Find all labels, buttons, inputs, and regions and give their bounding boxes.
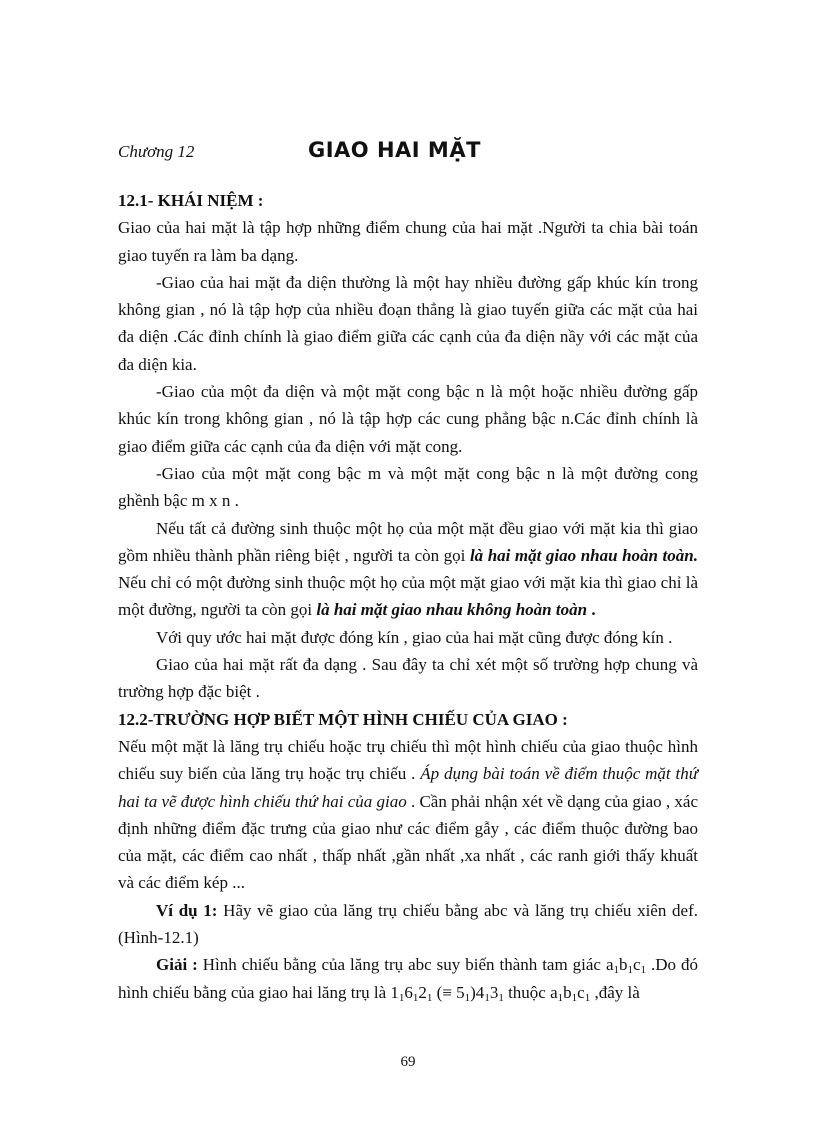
text-run: b [619, 955, 628, 975]
paragraph-case-polyhedron-surface: -Giao của một đa diện và một mặt cong bậc n là một hoặc nhiều đường gấp khúc kín trong không gian , nó là tập hợp các cung phẳng bậc n.Các đỉnh chính là giao điểm giữa các cạnh của đa diện với mặt cong. [118, 382, 698, 456]
text-run: .Do đó hình chiếu bằng của giao hai lăng trụ là 1 [118, 955, 698, 1002]
subscript: 1 [412, 991, 419, 1004]
paragraph-closed: Với quy ước hai mặt được đóng kín , giao của hai mặt cũng được đóng kín . [156, 627, 673, 647]
text-run: 6 [404, 982, 413, 1002]
subscript: 1 [484, 991, 490, 1004]
paragraph-example [118, 897, 698, 952]
paragraph-diverse: Giao của hai mặt rất đa dạng . Sau đây ta chỉ xét một số trường hợp chung và trường hợp đặc biệt . [118, 655, 698, 702]
paragraph-solution [118, 951, 698, 1006]
subscript: 1 [584, 991, 591, 1004]
emphasis-incomplete: là hai mặt giao nhau không hoàn toàn [316, 600, 588, 620]
subscript: 1 [498, 991, 504, 1004]
paragraph-projection [118, 733, 698, 897]
subscript: 1 [627, 964, 633, 977]
text-run: 3 [489, 982, 499, 1002]
example-text: Hãy vẽ giao của lăng trụ chiếu bằng abc và lăng trụ chiếu xiên def. (Hình-12.1) [118, 900, 698, 948]
chapter-label: Chương 12 [118, 142, 195, 161]
subscript: 1 [613, 964, 619, 977]
text-run: . Cần phải nhận xét về dạng của giao , xác định những điểm đặc trưng của giao như các điểm gẫy , các điểm thuộc đường bao của mặt, các điểm cao nhất , thấp nhất ,gần nhất ,xa nhất , các ranh giới thấy khuất và các điểm kép ... [118, 791, 698, 893]
text-run: (≡ 5 [432, 982, 465, 1002]
text-run: thuộc a [503, 982, 558, 1002]
subscript: 1 [464, 991, 471, 1004]
section-heading-12-2: 12.2-TRƯỜNG HỢP BIẾT MỘT HÌNH CHIẾU CỦA GIAO : [118, 709, 568, 729]
paragraph-intro: Giao của hai mặt là tập hợp những điểm chung của hai mặt .Người ta chia bài toán giao tuyến ra làm ba dạng. [118, 218, 698, 265]
text-run: Nếu chỉ có một đường sinh thuộc một họ của một mặt giao với mặt kia thì giao chỉ là một đường, người ta còn gọi [118, 573, 698, 620]
chapter-header [118, 138, 718, 172]
subscript: 1 [398, 991, 405, 1004]
text-run: )4 [470, 982, 485, 1002]
text-run: 2 [418, 982, 427, 1002]
text-run: Nếu một mặt là lăng trụ chiếu hoặc trụ chiếu thì một hình chiếu của giao thuộc hình chiếu suy biến của lăng trụ hoặc trụ chiếu . [118, 736, 698, 784]
subscript: 1 [557, 991, 564, 1004]
text-run: Nếu tất cả đường sinh thuộc một họ của một mặt đều giao với mặt kia thì giao gồm nhiều thành phần riêng biệt , người ta còn gọi [118, 518, 698, 565]
section-heading-12-1: 12.1- KHÁI NIỆM : [118, 191, 264, 210]
example-label: Ví dụ 1: [156, 900, 218, 920]
text-run: . [587, 600, 596, 620]
text-run: c [577, 982, 585, 1002]
paragraph-case-polyhedra: -Giao của hai mặt đa diện thường là một hay nhiều đường gấp khúc kín trong không gian , nó là tập hợp của nhiều đoạn thẳng là giao tuyến giữa các mặt của hai đa diện .Các đỉnh chính là giao điểm giữa các cạnh của đa diện nầy với các mặt của đa diện kia. [118, 272, 698, 374]
paragraph-case-surfaces: -Giao của một mặt cong bậc m và một mặt cong bậc n là một đường cong ghềnh bậc m x n . [118, 463, 698, 511]
subscript: 1 [426, 991, 433, 1004]
text-run: ,đây là [590, 982, 640, 1002]
text-run: c [633, 955, 641, 975]
body-text [118, 187, 698, 1006]
text-run: Hình chiếu bằng của lăng trụ abc suy biến thành tam giác a [197, 955, 614, 975]
solution-label: Giải : [156, 955, 198, 975]
subscript: 1 [640, 964, 647, 977]
chapter-title: GIAO HAI MẶT [308, 138, 481, 162]
paragraph-complete-intersection [118, 515, 698, 624]
emphasis-complete: là hai mặt giao nhau hoàn toàn. [469, 545, 698, 565]
emphasis-italic: Áp dụng bài toán về điểm thuộc mặt thứ hai ta vẽ được hình chiếu thứ hai của giao [118, 764, 698, 811]
page-number: 69 [400, 1054, 416, 1070]
subscript: 1 [571, 991, 578, 1004]
text-run: b [563, 982, 572, 1002]
